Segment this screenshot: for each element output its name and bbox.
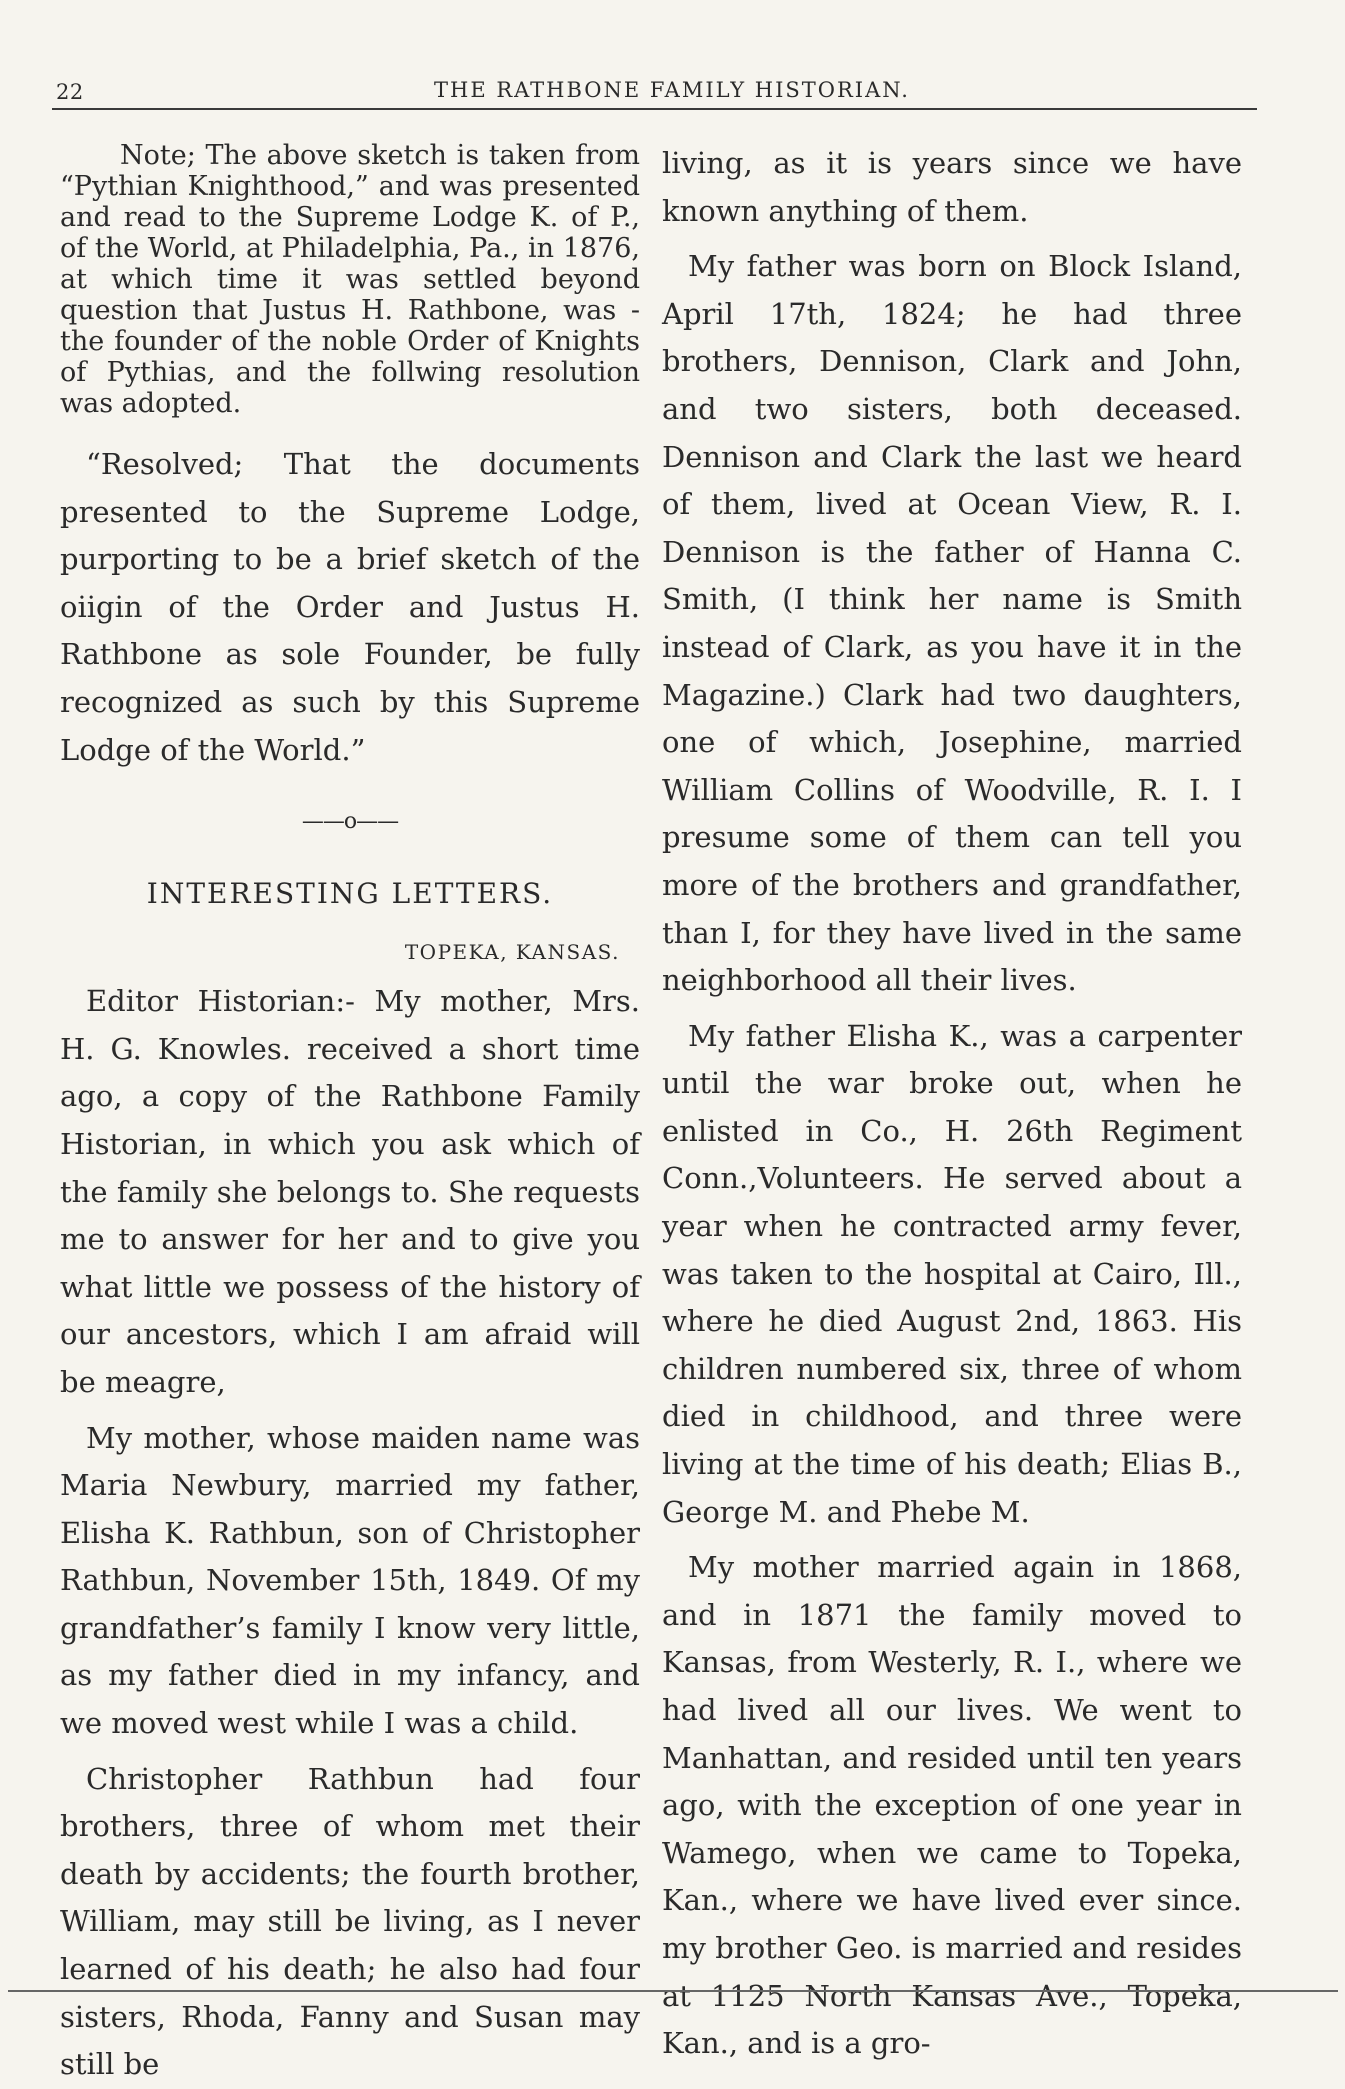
- page-header: [52, 70, 1252, 110]
- letter-dateline: TOPEKA, KANSAS.: [404, 940, 620, 965]
- bottom-rule: [8, 1990, 1338, 1992]
- letter-paragraph: My mother, whose maiden name was Maria Newbury, married my father, Elisha K. Rathbun, son of Christopher Rathbun, November 15th, 1849. Of my grandfather’s family I know very little, as my father died in my infancy, and we moved west while I was a child.: [60, 1420, 640, 1741]
- resolution-paragraph: “Resolved; That the documents presented to the Supreme Lodge, purporting to be a brief sketch of the oiigin of the Order and Justus H. Rathbone as sole Founder, be fully recognized as such by this Supreme Lodge of the World.”: [60, 447, 640, 767]
- header-rule: [52, 108, 1257, 110]
- page-number: 22: [56, 80, 84, 104]
- letter-paragraph: My mother married again in 1868, and in 1871 the family moved to Kansas, from Westerly, R. I., where we had lived all our lives. We went to Manhattan, and resided until ten years ago, with the exception of one year in Wamego, when we came to Topeka, Kan., where we have lived ever since. my brother Geo. is married and resides at 1125 North Kansas Ave., Topeka, Kan., and is a gro-: [662, 1550, 1242, 2061]
- letter-paragraph: living, as it is years since we have known anything of them.: [662, 146, 1242, 228]
- left-column: [60, 140, 640, 2089]
- letter-paragraph: Christopher Rathbun had four brothers, three of whom met their death by accidents; the fourth brother, William, may still be living, as I never learned of his death; he also had four sisters, Rhoda, Fanny and Susan may still be: [60, 1761, 640, 2082]
- letter-paragraph: Editor Historian:- My mother, Mrs. H. G. Knowles. received a short time ago, a copy of the Rathbone Family Historian, in which you ask which of the family she belongs to. She requests me to answer for her and to give you what little we possess of the history of our ancestors, which I am afraid will be meagre,: [60, 984, 640, 1399]
- section-separator: ——o——: [301, 809, 399, 835]
- right-column: [662, 140, 1242, 2068]
- note-paragraph: Note; The above sketch is taken from “Pythian Knighthood,” and was presented and read to the Supreme Lodge K. of P., of the World, at Philadelphia, Pa., in 1876, at which time it was settled beyond question that Justus H. Rathbone, was -the founder of the noble Order of Knights of Pythias, and the follwing resolution was adopted.: [60, 140, 640, 419]
- running-title: THE RATHBONE FAMILY HISTORIAN.: [434, 78, 910, 102]
- letter-paragraph: My father Elisha K., was a carpenter until the war broke out, when he enlisted in Co., H. 26th Regiment Conn.,Volunteers. He served about a year when he contracted army fever, was taken to the hospital at Cairo, Ill., where he died August 2nd, 1863. His children numbered six, three of whom died in childhood, and three were living at the time of his death; Elias B., George M. and Phebe M.: [662, 1018, 1242, 1529]
- letter-paragraph: My father was born on Block Island, April 17th, 1824; he had three brothers, Dennison, Clark and John, and two sisters, both deceased. Dennison and Clark the last we heard of them, lived at Ocean View, R. I. Dennison is the father of Hanna C. Smith, (I think her name is Smith instead of Clark, as you have it in the Magazine.) Clark had two daughters, one of which, Josephine, married William Collins of Woodville, R. I. I presume some of them can tell you more of the brothers and grandfather, than I, for they have lived in the same neighborhood all their lives.: [662, 249, 1242, 998]
- section-heading: INTERESTING LETTERS.: [146, 877, 554, 911]
